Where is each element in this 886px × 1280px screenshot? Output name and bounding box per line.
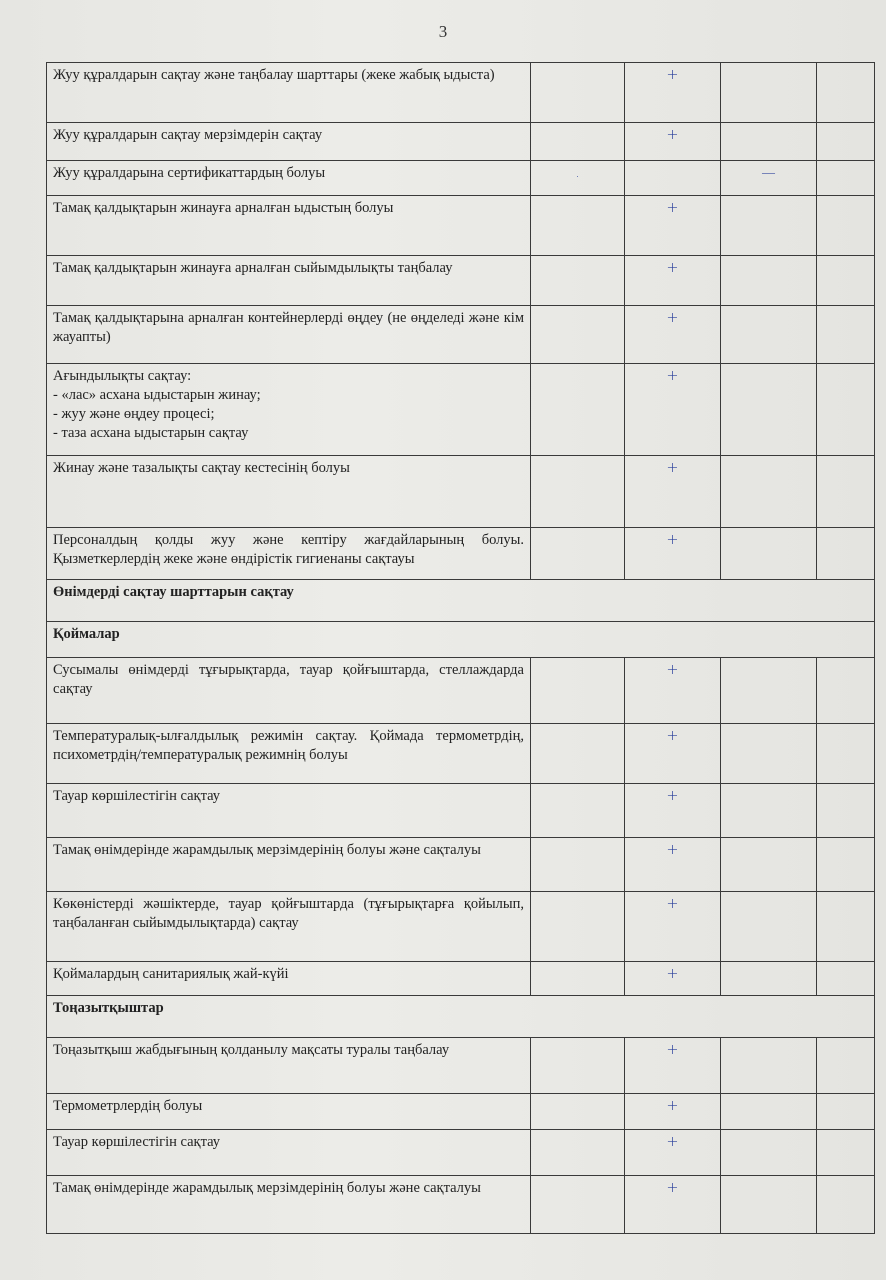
- section-row: [47, 580, 875, 622]
- mark-cell-col5: [817, 1176, 875, 1234]
- mark-cell-col3: +: [625, 528, 721, 580]
- criterion-text: Тауар көршілестігін сақтау: [47, 1130, 531, 1176]
- mark-cell-col3: +: [625, 1130, 721, 1176]
- criterion-text: Жуу құралдарын сақтау мерзімдерін сақтау: [47, 123, 531, 161]
- mark-cell-col4: [721, 196, 817, 256]
- section-heading: Тоңазытқыштар: [47, 996, 875, 1038]
- table-row: [47, 962, 875, 996]
- mark-cell-col2: .: [531, 161, 625, 196]
- criterion-text: Тамақ қалдықтарын жинауға арналған ыдыстың болуы: [47, 196, 531, 256]
- table-row: [47, 724, 875, 784]
- mark-cell-col2: [531, 528, 625, 580]
- mark-cell-col5: [817, 1130, 875, 1176]
- table-row: [47, 784, 875, 838]
- mark-cell-col5: [817, 123, 875, 161]
- mark-cell-col2: [531, 63, 625, 123]
- mark-cell-col3: +: [625, 196, 721, 256]
- mark-cell-col2: [531, 1038, 625, 1094]
- table-row: [47, 1176, 875, 1234]
- section-heading: Қоймалар: [47, 622, 875, 658]
- mark-cell-col2: [531, 838, 625, 892]
- mark-cell-col3: +: [625, 306, 721, 364]
- mark-cell-col4: [721, 838, 817, 892]
- mark-cell-col3: +: [625, 256, 721, 306]
- mark-cell-col5: [817, 196, 875, 256]
- table-row: [47, 1038, 875, 1094]
- mark-cell-col4: [721, 456, 817, 528]
- mark-cell-col5: [817, 161, 875, 196]
- mark-cell-col3: +: [625, 1094, 721, 1130]
- mark-cell-col5: [817, 306, 875, 364]
- mark-cell-col5: [817, 892, 875, 962]
- mark-cell-col2: [531, 658, 625, 724]
- mark-cell-col2: [531, 784, 625, 838]
- page-number: 3: [438, 22, 448, 41]
- mark-cell-col4: [721, 724, 817, 784]
- mark-cell-col4: [721, 658, 817, 724]
- mark-cell-col4: [721, 364, 817, 456]
- mark-cell-col5: [817, 658, 875, 724]
- criterion-text: Көкөністерді жәшіктерде, тауар қойғыштарда (тұғырықтарға қойылып, таңбаланған сыйымдылықтарда) сақтау: [47, 892, 531, 962]
- mark-cell-col2: [531, 724, 625, 784]
- table-row: [47, 256, 875, 306]
- criterion-text: Сусымалы өнімдерді тұғырықтарда, тауар қойғыштарда, стеллаждарда сақтау: [47, 658, 531, 724]
- mark-cell-col4: [721, 784, 817, 838]
- mark-cell-col2: [531, 256, 625, 306]
- mark-cell-col2: [531, 306, 625, 364]
- checklist-table: [46, 62, 875, 1234]
- criterion-text: Температуралық-ылғалдылық режимін сақтау. Қоймада термометрдің, психометрдің/температуралық режимнің болуы: [47, 724, 531, 784]
- mark-cell-col5: [817, 838, 875, 892]
- table-row: [47, 123, 875, 161]
- mark-cell-col2: [531, 364, 625, 456]
- criterion-text: Тауар көршілестігін сақтау: [47, 784, 531, 838]
- mark-cell-col4: [721, 256, 817, 306]
- mark-cell-col5: [817, 528, 875, 580]
- mark-cell-col5: [817, 962, 875, 996]
- mark-cell-col4: [721, 1038, 817, 1094]
- mark-cell-col5: [817, 1094, 875, 1130]
- mark-cell-col3: +: [625, 456, 721, 528]
- mark-cell-col3: +: [625, 364, 721, 456]
- mark-cell-col3: [625, 161, 721, 196]
- mark-cell-col4: —: [721, 161, 817, 196]
- criterion-text: Жинау және тазалықты сақтау кестесінің болуы: [47, 456, 531, 528]
- table-row: [47, 658, 875, 724]
- mark-cell-col5: [817, 63, 875, 123]
- mark-cell-col4: [721, 528, 817, 580]
- criterion-text: Тоңазытқыш жабдығының қолданылу мақсаты туралы таңбалау: [47, 1038, 531, 1094]
- mark-cell-col2: [531, 1176, 625, 1234]
- criterion-text: Қоймалардың санитариялық жай-күйі: [47, 962, 531, 996]
- criterion-text: Тамақ қалдықтарына арналған контейнерлерді өңдеу (не өңделеді және кім жауапты): [47, 306, 531, 364]
- criterion-text: Жуу құралдарын сақтау және таңбалау шарттары (жеке жабық ыдыста): [47, 63, 531, 123]
- mark-cell-col2: [531, 1094, 625, 1130]
- table-row: [47, 364, 875, 456]
- mark-cell-col3: +: [625, 63, 721, 123]
- mark-cell-col3: +: [625, 838, 721, 892]
- mark-cell-col4: [721, 63, 817, 123]
- table-row: [47, 306, 875, 364]
- criterion-text: Тамақ қалдықтарын жинауға арналған сыйымдылықты таңбалау: [47, 256, 531, 306]
- mark-cell-col4: [721, 1094, 817, 1130]
- mark-cell-col4: [721, 123, 817, 161]
- criterion-text: Термометрлердің болуы: [47, 1094, 531, 1130]
- mark-cell-col3: +: [625, 1176, 721, 1234]
- mark-cell-col4: [721, 1130, 817, 1176]
- mark-cell-col2: [531, 1130, 625, 1176]
- mark-cell-col3: +: [625, 1038, 721, 1094]
- table-row: [47, 838, 875, 892]
- mark-cell-col3: +: [625, 724, 721, 784]
- table-row: [47, 528, 875, 580]
- criterion-text: Тамақ өнімдерінде жарамдылық мерзімдерінің болуы және сақталуы: [47, 1176, 531, 1234]
- section-row: [47, 996, 875, 1038]
- section-row: [47, 622, 875, 658]
- table-row: [47, 161, 875, 196]
- mark-cell-col3: +: [625, 123, 721, 161]
- mark-cell-col2: [531, 962, 625, 996]
- mark-cell-col2: [531, 892, 625, 962]
- table-row: [47, 456, 875, 528]
- table-row: [47, 63, 875, 123]
- table-row: [47, 892, 875, 962]
- mark-cell-col4: [721, 1176, 817, 1234]
- mark-cell-col4: [721, 306, 817, 364]
- table-row: [47, 1130, 875, 1176]
- criterion-text: Персоналдың қолды жуу және кептіру жағдайларының болуы. Қызметкерлердің жеке және өндірістік гигиенаны сақтауы: [47, 528, 531, 580]
- table-row: [47, 1094, 875, 1130]
- section-heading: Өнімдерді сақтау шарттарын сақтау: [47, 580, 875, 622]
- mark-cell-col2: [531, 196, 625, 256]
- mark-cell-col5: [817, 724, 875, 784]
- criterion-text: Ағындылықты сақтау: - «лас» асхана ыдыстарын жинау; - жуу және өңдеу процесі; - таза асхана ыдыстарын сақтау: [47, 364, 531, 456]
- mark-cell-col4: [721, 962, 817, 996]
- mark-cell-col2: [531, 456, 625, 528]
- table-row: [47, 196, 875, 256]
- mark-cell-col3: +: [625, 658, 721, 724]
- mark-cell-col3: +: [625, 784, 721, 838]
- mark-cell-col5: [817, 364, 875, 456]
- mark-cell-col3: +: [625, 892, 721, 962]
- mark-cell-col5: [817, 456, 875, 528]
- mark-cell-col5: [817, 1038, 875, 1094]
- mark-cell-col4: [721, 892, 817, 962]
- mark-cell-col3: +: [625, 962, 721, 996]
- criterion-text: Жуу құралдарына сертификаттардың болуы: [47, 161, 531, 196]
- mark-cell-col5: [817, 256, 875, 306]
- mark-cell-col5: [817, 784, 875, 838]
- mark-cell-col2: [531, 123, 625, 161]
- criterion-text: Тамақ өнімдерінде жарамдылық мерзімдерінің болуы және сақталуы: [47, 838, 531, 892]
